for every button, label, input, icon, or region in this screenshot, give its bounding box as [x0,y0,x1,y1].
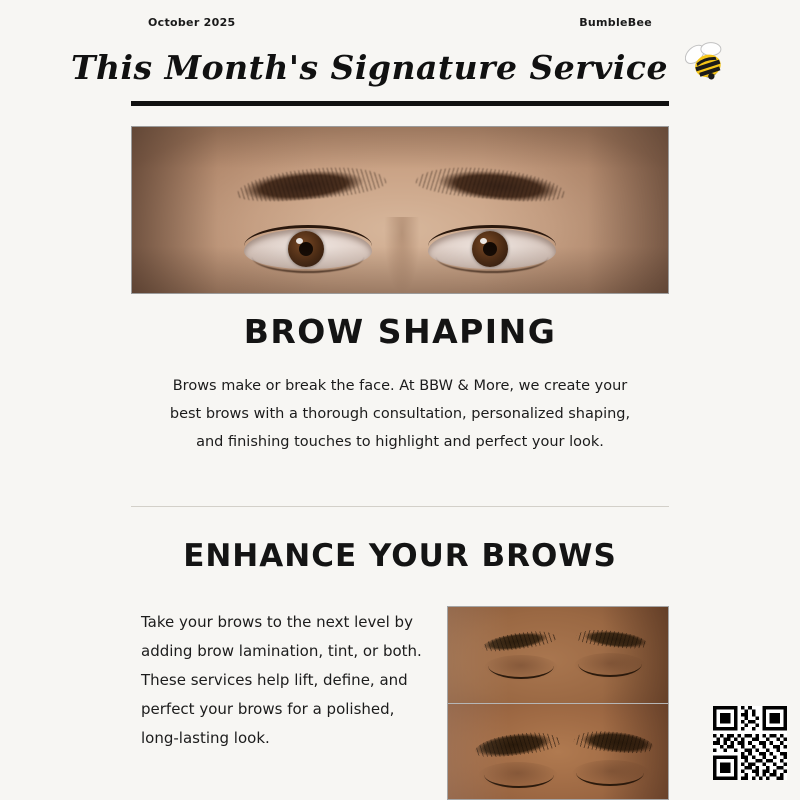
qr-code[interactable] [713,706,787,780]
page-title: This Month's Signature Service [70,47,668,87]
section-body-brow-shaping: Brows make or break the face. At BBW & More, we create your best brows with a thorough consultation, personalized shaping, and finishing touches to highlight and perfect your look. [169,378,631,450]
photo-closed-eyes-natural-brows [448,607,668,703]
section-title-enhance-your-brows: ENHANCE YOUR BROWS [183,538,617,574]
header-divider [131,101,669,106]
section-title-brow-shaping: BROW SHAPING [243,312,557,351]
brand-name: BumbleBee [579,15,652,29]
photo-laminated-tinted-brows [448,703,668,800]
meta-row [0,12,800,32]
bee-icon [685,42,729,88]
headline-row [0,44,800,90]
issue-date: October 2025 [148,15,236,29]
section-body-enhance-your-brows: Take your brows to the next level by adding brow lamination, tint, or both. These services help lift, define, and perfect your brows for a polished, long-lasting look. [141,613,422,747]
brow-hero-photo [131,126,669,294]
before-after-photo-stack [447,606,669,800]
section-divider [131,506,669,507]
